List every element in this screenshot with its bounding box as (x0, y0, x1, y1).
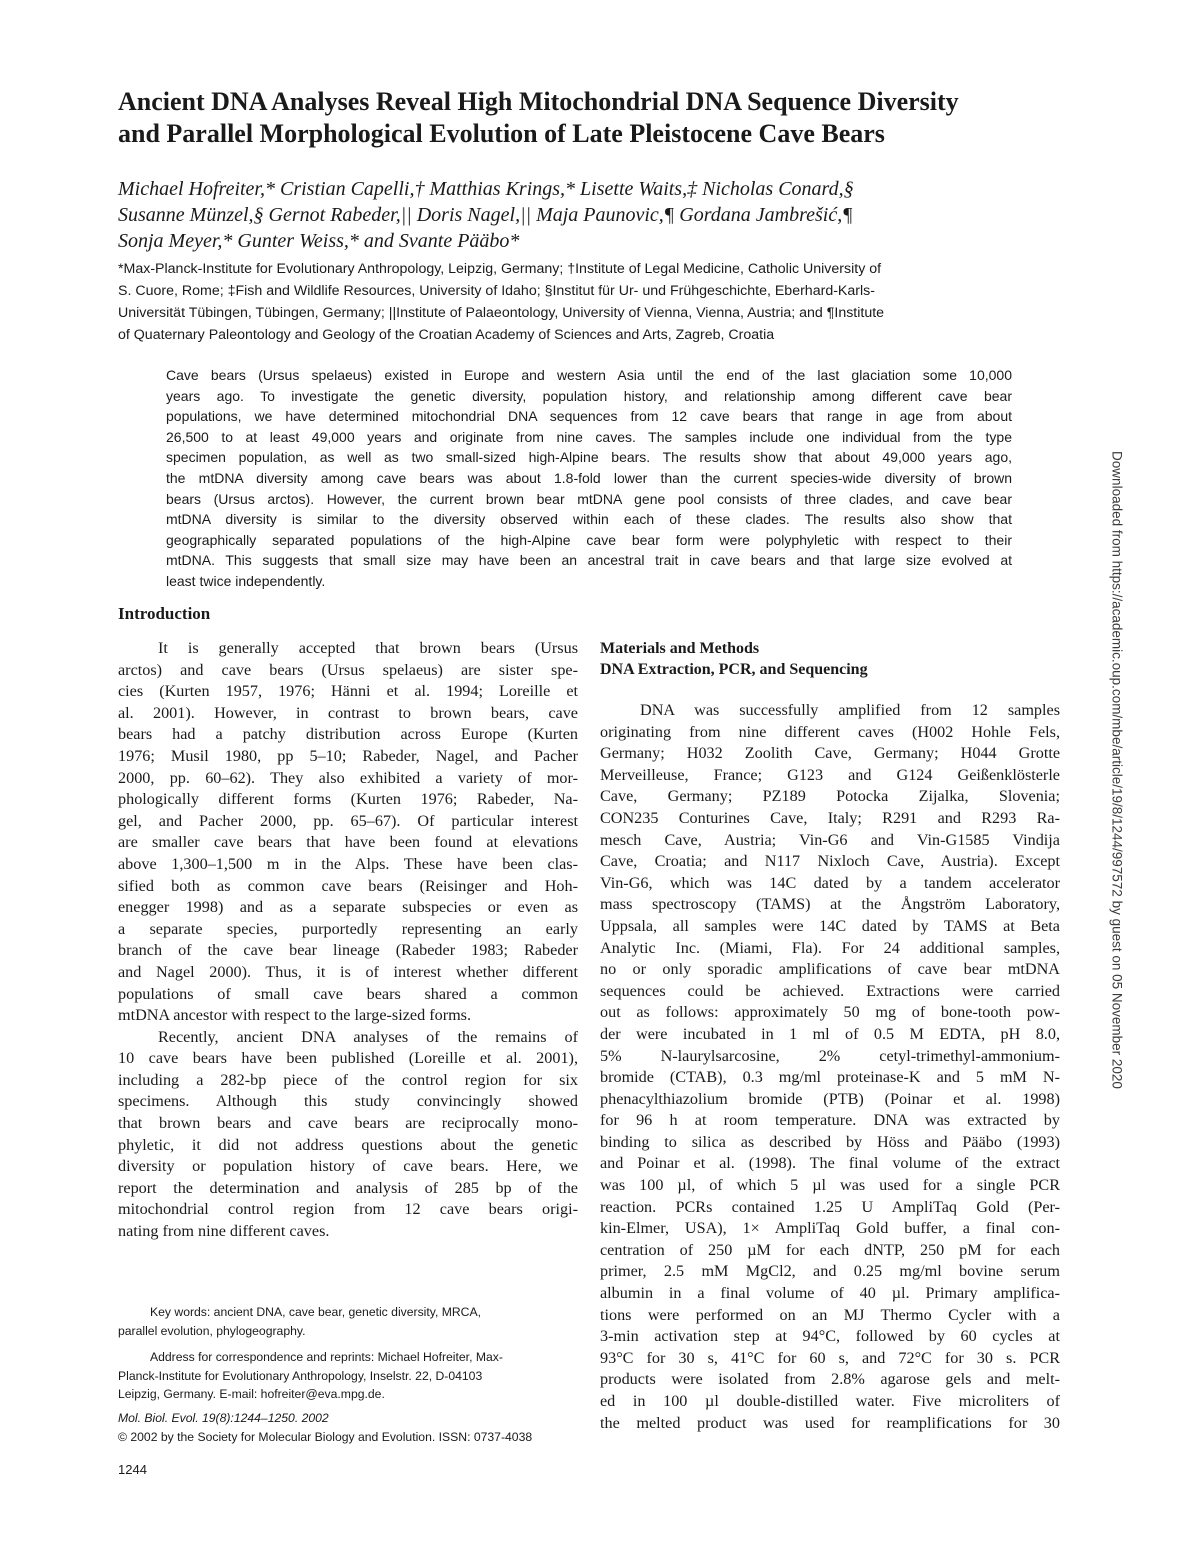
body-line: Analytic Inc. (Miami, Fla). For 24 additional samples, (600, 938, 1060, 957)
title-line: Ancient DNA Analyses Reveal High Mitochondrial DNA Sequence Diversity (118, 87, 959, 116)
author-line: Susanne Münzel,§ Gernot Rabeder,|| Doris Nagel,|| Maja Paunovic,¶ Gordana Jambrešić,¶ (118, 204, 853, 226)
body-line: ed in 100 µl double-distilled water. Five microliters of (600, 1392, 1060, 1410)
body-line: sequences could be achieved. Extractions were carried (600, 981, 1060, 1000)
page-number: 1244 (118, 1462, 147, 1477)
body-line: including a 282-bp piece of the control region for six (118, 1070, 578, 1089)
body-line: bromide (CTAB), 0.3 mg/ml proteinase-K and 5 mM N- (600, 1068, 1060, 1087)
body-line: al. 2001). However, in contrast to brown bears, cave (118, 703, 578, 722)
abstract-line: mtDNA diversity is similar to the diversity observed within each of these clades. The results also show that (166, 511, 1012, 528)
methods-subheading: DNA Extraction, PCR, and Sequencing (600, 661, 868, 678)
body-line: mesch Cave, Austria; Vin-G6 and Vin-G1585 Vindija (600, 830, 1060, 849)
body-line: CON235 Conturines Cave, Italy; R291 and R293 Ra- (600, 808, 1060, 827)
body-line: mitochondrial control region from 12 cave bears origi- (118, 1200, 578, 1219)
title-line: and Parallel Morphological Evolution of Late Pleistocene Cave Bears (118, 119, 885, 148)
body-line: kin-Elmer, USA), 1× AmpliTaq Gold buffer, a final con- (600, 1219, 1060, 1238)
body-line: Cave, Germany; PZ189 Potocka Zijalka, Slovenia; (600, 787, 1060, 806)
footnote-line: Address for correspondence and reprints: Michael Hofreiter, Max- (150, 1350, 503, 1364)
copyright-line: © 2002 by the Society for Molecular Biology and Evolution. ISSN: 0737-4038 (118, 1429, 533, 1444)
body-line: no or only sporadic amplifications of cave bear mtDNA (600, 960, 1060, 979)
body-line: 1976; Musil 1980, pp 5–10; Rabeder, Nagel, and Pacher (118, 746, 578, 765)
author-list (118, 176, 1078, 254)
body-line: for 96 h at room temperature. DNA was extracted by (600, 1111, 1060, 1130)
body-line: bears had a patchy distribution across Europe (Kurten (118, 725, 578, 744)
article-title (118, 86, 1078, 150)
body-line: the melted product was used for reamplifications for 30 (600, 1413, 1060, 1432)
body-line: and Poinar et al. (1998). The final volume of the extract (600, 1154, 1060, 1173)
affiliation-line: S. Cuore, Rome; ‡Fish and Wildlife Resources, University of Idaho; §Institut für Ur- und Frühgeschichte, Eberhard-Karls- (118, 283, 875, 299)
body-line: Merveilleuse, France; G123 and G124 Geißenklösterle (600, 765, 1060, 784)
methods-heading: Materials and Methods (600, 640, 760, 657)
body-line: enegger 1998) and as a separate subspecies or even as (118, 898, 578, 917)
journal-citation: Mol. Biol. Evol. 19(8):1244–1250. 2002 (118, 1411, 329, 1425)
body-line: albumin in a final volume of 40 µl. Primary amplifica- (600, 1284, 1060, 1303)
keywords-footnote (118, 1303, 578, 1340)
body-line: binding to silica as described by Höss and Pääbo (1993) (600, 1132, 1060, 1151)
body-line: phyletic, it did not address questions about the genetic (118, 1135, 578, 1154)
body-line: report the determination and analysis of 285 bp of the (118, 1178, 578, 1197)
body-line: was 100 µl, of which 5 µl was used for a single PCR (600, 1176, 1060, 1195)
abstract-line: 26,500 to at least 49,000 years and originate from nine caves. The samples include one individual from the type (166, 428, 1012, 445)
body-line: above 1,300–1,500 m in the Alps. These have been clas- (118, 854, 578, 873)
footnote-line: Planck-Institute for Evolutionary Anthropology, Inselstr. 22, D-04103 (118, 1368, 483, 1383)
body-line: mass spectroscopy (TAMS) at the Ångström Laboratory, (600, 895, 1060, 914)
body-line: 3-min activation step at 94°C, followed by 60 cycles at (600, 1327, 1060, 1346)
body-line: tions were performed on an MJ Thermo Cycler with a (600, 1305, 1060, 1324)
body-line: sified both as common cave bears (Reisinger and Hoh- (118, 876, 578, 895)
author-line: Sonja Meyer,* Gunter Weiss,* and Svante Pääbo* (118, 230, 520, 252)
abstract (166, 365, 1012, 592)
introduction-heading: Introduction (118, 604, 211, 623)
body-line: out as follows: approximately 50 mg of bone-tooth pow- (600, 1003, 1060, 1022)
abstract-line: Cave bears (Ursus spelaeus) existed in Europe and western Asia until the end of the last glaciation some 10,000 (166, 367, 1012, 383)
body-line: Recently, ancient DNA analyses of the remains of (158, 1027, 578, 1046)
affiliation-line: *Max-Planck-Institute for Evolutionary Anthropology, Leipzig, Germany; †Institute of Legal Medicine, Catholic University of (118, 261, 882, 277)
body-line: Cave, Croatia; and N117 Nixloch Cave, Austria). Except (600, 852, 1060, 871)
citation-footnote (118, 1409, 578, 1446)
body-line: reaction. PCRs contained 1.25 U AmpliTaq Gold (Per- (600, 1197, 1060, 1216)
body-line: mtDNA ancestor with respect to the large-sized forms. (118, 1006, 472, 1025)
body-line: specimens. Although this study convincingly showed (118, 1092, 578, 1111)
body-line: nating from nine different caves. (118, 1222, 330, 1241)
abstract-line: specimen population, as well as two small-sized high-Alpine bears. The results show that about 49,000 years ago, (166, 449, 1012, 466)
affiliation-line: of Quaternary Paleontology and Geology of the Croatian Academy of Sciences and Arts, Zagreb, Croatia (118, 327, 775, 343)
body-line: der were incubated in 1 ml of 0.5 M EDTA, pH 8.0, (600, 1024, 1060, 1043)
abstract-line: bears (Ursus arctos). However, the current brown bear mtDNA gene pool consists of three clades, and cave bear (166, 490, 1012, 507)
body-line: phologically different forms (Kurten 1976; Rabeder, Na- (118, 790, 578, 809)
body-line: DNA was successfully amplified from 12 samples (640, 701, 1060, 719)
methods-body (600, 700, 1060, 1434)
body-line: primer, 2.5 mM MgCl2, and 0.25 mg/ml bovine serum (600, 1262, 1060, 1281)
body-line: 2000, pp. 60–62). They also exhibited a variety of mor- (118, 768, 578, 787)
footnote-line: Key words: ancient DNA, cave bear, genetic diversity, MRCA, (150, 1305, 482, 1319)
download-notice: Downloaded from https://academic.oup.com/mbe/article/19/8/1244/997572 by guest on 05 November 2020 (1109, 451, 1125, 1089)
abstract-line: years ago. To investigate the genetic diversity, population history, and relationship among different cave bear (166, 387, 1012, 404)
body-line: branch of the cave bear lineage (Rabeder 1983; Rabeder (118, 941, 578, 960)
body-line: gel, and Pacher 2000, pp. 65–67). Of particular interest (118, 811, 578, 830)
author-line: Michael Hofreiter,* Cristian Capelli,† Matthias Krings,* Lisette Waits,‡ Nicholas Conard,§ (118, 178, 854, 200)
footnote-line: parallel evolution, phylogeography. (118, 1323, 306, 1338)
body-line: and Nagel 2000). Thus, it is of interest whether different (118, 962, 578, 981)
footnote-line: Leipzig, Germany. E-mail: hofreiter@eva.mpg.de. (118, 1387, 385, 1402)
body-line: products were isolated from 2.8% agarose gels and melt- (600, 1370, 1060, 1389)
abstract-line: least twice independently. (166, 572, 326, 589)
introduction-body (118, 638, 578, 1243)
address-footnote (118, 1348, 578, 1404)
affiliation-line: Universität Tübingen, Tübingen, Germany; ||Institute of Palaeontology, University of Vienna, Vienna, Austria; and ¶Institute (118, 305, 885, 321)
body-line: centration of 250 µM for each dNTP, 250 pM for each (600, 1240, 1060, 1259)
body-line: diversity or population history of cave bears. Here, we (118, 1157, 578, 1176)
body-line: originating from nine different caves (H002 Hohle Fels, (600, 722, 1060, 741)
body-line: a separate species, purportedly representing an early (118, 919, 578, 938)
abstract-line: mtDNA. This suggests that small size may have been an ancestral trait in cave bears and that large size evolved at (166, 552, 1012, 569)
body-line: that brown bears and cave bears are reciprocally mono- (118, 1114, 578, 1133)
body-line: are smaller cave bears that have been found at elevations (118, 833, 578, 852)
abstract-line: geographically separated populations of the high-Alpine cave bear form were polyphyletic with respect to their (166, 531, 1012, 548)
body-line: populations of small cave bears shared a common (118, 984, 578, 1003)
abstract-line: populations, we have determined mitochondrial DNA sequences from 12 cave bears that range in age from about (166, 408, 1012, 425)
body-line: Uppsala, all samples were 14C dated by TAMS at Beta (600, 916, 1060, 935)
body-line: arctos) and cave bears (Ursus spelaeus) are sister spe- (118, 660, 578, 679)
body-line: Germany; H032 Zoolith Cave, Germany; H044 Grotte (600, 744, 1060, 763)
body-line: phenacylthiazolium bromide (PTB) (Poinar et al. 1998) (600, 1089, 1060, 1108)
body-line: cies (Kurten 1957, 1976; Hänni et al. 1994; Loreille et (118, 682, 578, 701)
affiliations (118, 258, 1078, 346)
abstract-line: the mtDNA diversity among cave bears was about 1.8-fold lower than the current species-wide diversity of brown (166, 469, 1012, 486)
body-line: It is generally accepted that brown bears (Ursus (158, 639, 578, 657)
body-line: 5% N-laurylsarcosine, 2% cetyl-trimethyl-ammonium- (600, 1046, 1060, 1065)
body-line: 93°C for 30 s, 41°C for 60 s, and 72°C for 30 s. PCR (600, 1348, 1060, 1367)
body-line: 10 cave bears have been published (Loreille et al. 2001), (118, 1049, 578, 1068)
body-line: Vin-G6, which was 14C dated by a tandem accelerator (600, 873, 1060, 892)
